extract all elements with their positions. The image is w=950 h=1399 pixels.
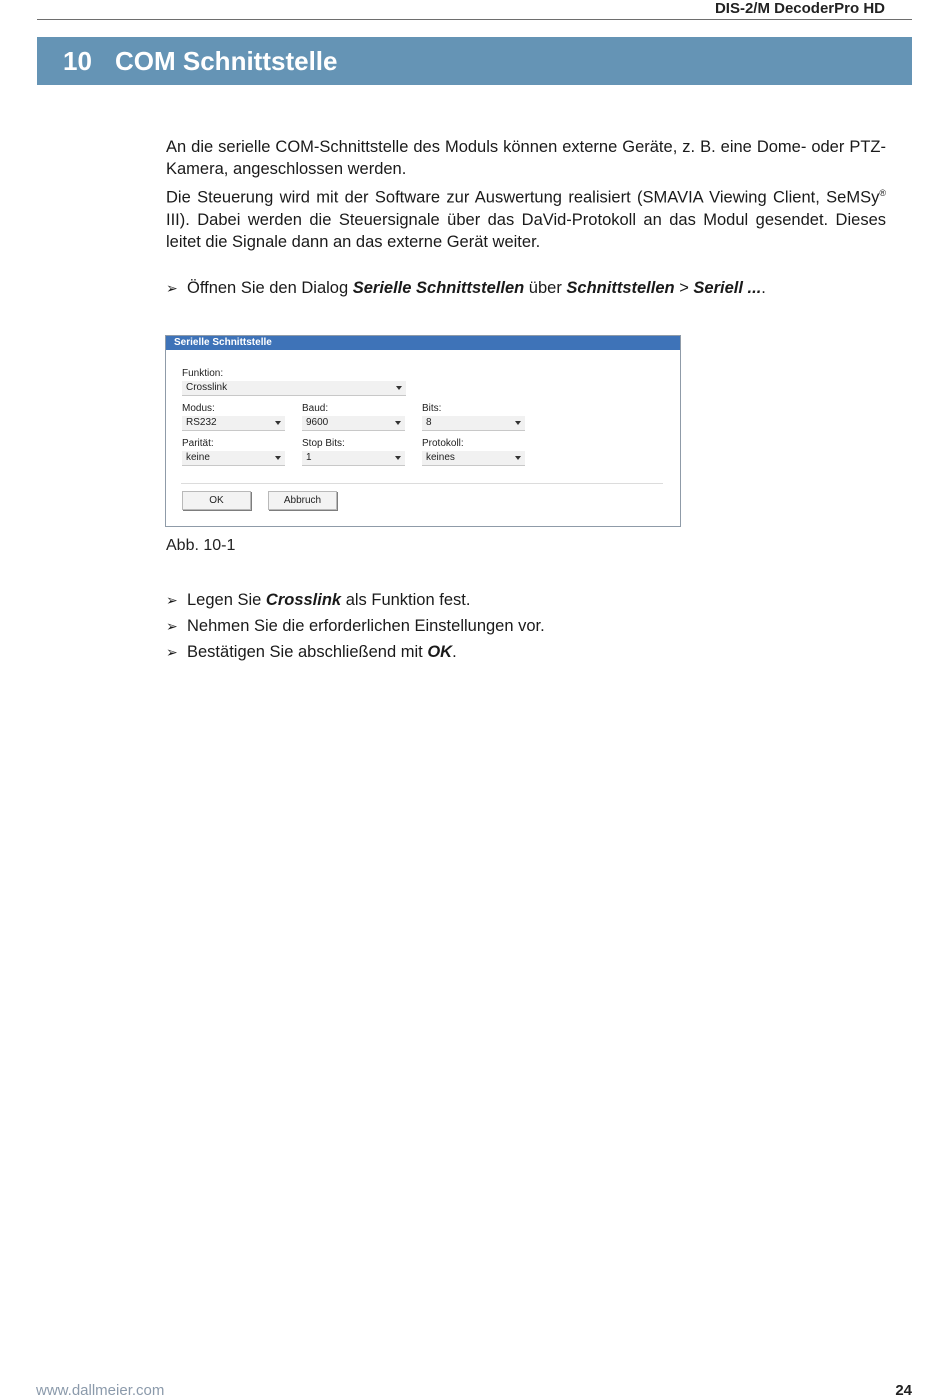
protokoll-label: Protokoll: bbox=[422, 438, 464, 449]
ok-button[interactable]: OK bbox=[182, 491, 251, 510]
chevron-down-icon bbox=[275, 421, 281, 425]
modus-field bbox=[182, 403, 285, 431]
step-settings: ➢ Nehmen Sie die erforderlichen Einstellungen vor. bbox=[166, 613, 545, 639]
chevron-down-icon bbox=[515, 421, 521, 425]
chapter-title: COM Schnittstelle bbox=[115, 45, 338, 76]
paritaet-label: Parität: bbox=[182, 438, 214, 449]
funktion-label: Funktion: bbox=[182, 368, 224, 379]
instruction-steps bbox=[166, 587, 545, 665]
chapter-heading bbox=[37, 37, 912, 85]
arrow-bullet-icon: ➢ bbox=[166, 279, 178, 296]
protokoll-field bbox=[422, 438, 525, 466]
footer-url: www.dallmeier.com bbox=[36, 1382, 165, 1399]
modus-label: Modus: bbox=[182, 403, 215, 414]
control-paragraph: Die Steuerung wird mit der Software zur Auswertung realisiert (SMAVIA Viewing Client, SeMSy® III). Dabei werden die Steuersignale über das DaVid-Protokoll an das Modul gesendet. Dieses leitet die Signale dann an das externe Gerät weiter. bbox=[166, 188, 886, 251]
arrow-bullet-icon: ➢ bbox=[166, 618, 178, 634]
protokoll-select[interactable]: keines bbox=[422, 451, 525, 466]
page-number: 24 bbox=[895, 1382, 912, 1399]
funktion-select[interactable]: Crosslink bbox=[182, 381, 406, 396]
chevron-down-icon bbox=[396, 386, 402, 390]
serial-interface-dialog bbox=[165, 335, 681, 527]
bits-select[interactable]: 8 bbox=[422, 416, 525, 431]
step-set-function: ➢ Legen Sie Crosslink als Funktion fest. bbox=[166, 587, 545, 613]
bits-label: Bits: bbox=[422, 403, 442, 414]
body-text bbox=[166, 136, 886, 301]
header-divider bbox=[37, 19, 912, 20]
stop-bits-select[interactable]: 1 bbox=[302, 451, 405, 466]
step-confirm: ➢ Bestätigen Sie abschließend mit OK. bbox=[166, 639, 545, 665]
bits-field bbox=[422, 403, 525, 431]
funktion-field bbox=[182, 368, 406, 396]
chevron-down-icon bbox=[275, 456, 281, 460]
paritaet-select[interactable]: keine bbox=[182, 451, 285, 466]
stop-bits-field bbox=[302, 438, 405, 466]
dialog-title: Serielle Schnittstelle bbox=[166, 336, 680, 350]
dialog-divider bbox=[181, 483, 663, 484]
cancel-button[interactable]: Abbruch bbox=[268, 491, 337, 510]
document-title: DIS-2/M DecoderPro HD bbox=[714, 0, 885, 17]
chapter-number: 10 bbox=[63, 45, 92, 76]
paritaet-field bbox=[182, 438, 285, 466]
intro-paragraph: An die serielle COM-Schnittstelle des Moduls können externe Geräte, z. B. eine Dome- oder PTZ-Kamera, angeschlossen werden. bbox=[166, 138, 886, 178]
baud-field bbox=[302, 403, 405, 431]
registered-mark: ® bbox=[879, 188, 886, 198]
step-open-dialog: ➢ Öffnen Sie den Dialog Serielle Schnittstellen über Schnittstellen > Seriell .... bbox=[166, 275, 886, 301]
baud-label: Baud: bbox=[302, 403, 329, 414]
baud-select[interactable]: 9600 bbox=[302, 416, 405, 431]
chevron-down-icon bbox=[515, 456, 521, 460]
arrow-bullet-icon: ➢ bbox=[166, 644, 178, 660]
figure-caption: Abb. 10-1 bbox=[166, 537, 236, 554]
arrow-bullet-icon: ➢ bbox=[166, 592, 178, 608]
stop-bits-label: Stop Bits: bbox=[302, 438, 345, 449]
chevron-down-icon bbox=[395, 421, 401, 425]
chevron-down-icon bbox=[395, 456, 401, 460]
modus-select[interactable]: RS232 bbox=[182, 416, 285, 431]
